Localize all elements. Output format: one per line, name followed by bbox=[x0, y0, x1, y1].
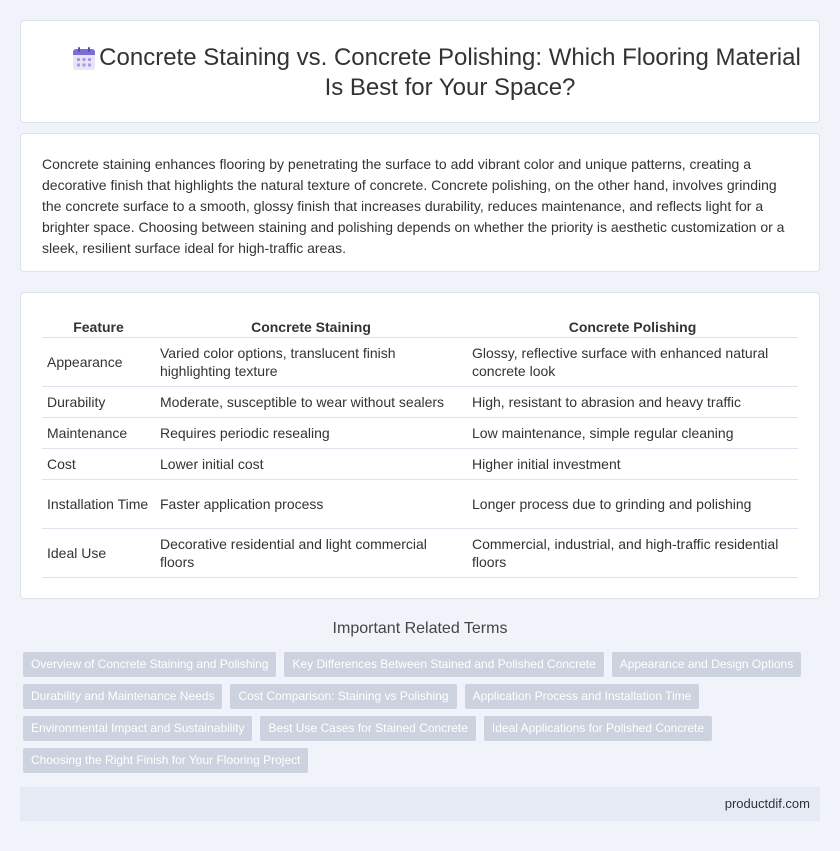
related-term-tag[interactable]: Cost Comparison: Staining vs Polishing bbox=[230, 684, 456, 709]
polishing-cell: Low maintenance, simple regular cleaning bbox=[467, 417, 798, 448]
table-row bbox=[42, 417, 798, 448]
related-term-tag[interactable]: Overview of Concrete Staining and Polishing bbox=[23, 652, 276, 677]
staining-cell: Requires periodic resealing bbox=[155, 417, 467, 448]
column-header-polishing: Concrete Polishing bbox=[467, 314, 798, 337]
related-term-tag[interactable]: Appearance and Design Options bbox=[612, 652, 801, 677]
polishing-cell: Glossy, reflective surface with enhanced natural concrete look bbox=[467, 337, 798, 386]
related-term-tag[interactable]: Durability and Maintenance Needs bbox=[23, 684, 222, 709]
intro-paragraph: Concrete staining enhances flooring by penetrating the surface to add vibrant color and unique patterns, creating a decorative finish that highlights the natural texture of concrete. Concrete polishing, on the other hand, involves grinding the concrete surface to a smooth, glossy finish that increases durability, reduces maintenance, and reflects light for a brighter space. Choosing between staining and polishing depends on whether the priority is aesthetic customization or a sleek, resilient surface ideal for high-traffic areas. bbox=[42, 156, 785, 256]
staining-cell: Varied color options, translucent finish highlighting texture bbox=[155, 337, 467, 386]
feature-cell: Appearance bbox=[42, 337, 155, 386]
header-card bbox=[20, 20, 820, 123]
related-term-tag[interactable]: Choosing the Right Finish for Your Flooring Project bbox=[23, 748, 308, 773]
feature-cell: Installation Time bbox=[42, 479, 155, 528]
column-header-feature: Feature bbox=[42, 314, 155, 337]
polishing-cell: High, resistant to abrasion and heavy traffic bbox=[467, 386, 798, 417]
feature-cell: Maintenance bbox=[42, 417, 155, 448]
page-title: Concrete Staining vs. Concrete Polishing: Which Flooring Material Is Best for Your Space? bbox=[99, 44, 801, 101]
feature-cell: Cost bbox=[42, 448, 155, 479]
related-term-tag[interactable]: Application Process and Installation Time bbox=[465, 684, 700, 709]
staining-cell: Faster application process bbox=[155, 479, 467, 528]
staining-cell: Lower initial cost bbox=[155, 448, 467, 479]
related-term-tag[interactable]: Best Use Cases for Stained Concrete bbox=[260, 716, 475, 741]
table-row bbox=[42, 337, 798, 386]
polishing-cell: Longer process due to grinding and polishing bbox=[467, 479, 798, 528]
table-row bbox=[42, 528, 798, 577]
related-term-tag[interactable]: Ideal Applications for Polished Concrete bbox=[484, 716, 712, 741]
related-term-tag[interactable]: Key Differences Between Stained and Polished Concrete bbox=[284, 652, 603, 677]
feature-cell: Durability bbox=[42, 386, 155, 417]
comparison-table bbox=[42, 314, 798, 578]
comparison-table-card bbox=[20, 292, 820, 599]
polishing-cell: Higher initial investment bbox=[467, 448, 798, 479]
table-row bbox=[42, 448, 798, 479]
related-terms-list bbox=[23, 652, 823, 780]
table-row bbox=[42, 479, 798, 528]
column-header-staining: Concrete Staining bbox=[155, 314, 467, 337]
table-header-row bbox=[42, 314, 798, 337]
staining-cell: Moderate, susceptible to wear without sealers bbox=[155, 386, 467, 417]
footer bbox=[20, 787, 820, 821]
related-terms-heading: Important Related Terms bbox=[332, 620, 508, 637]
polishing-cell: Commercial, industrial, and high-traffic residential floors bbox=[467, 528, 798, 577]
staining-cell: Decorative residential and light commercial floors bbox=[155, 528, 467, 577]
table-row bbox=[42, 386, 798, 417]
feature-cell: Ideal Use bbox=[42, 528, 155, 577]
site-name[interactable]: productdif.com bbox=[724, 796, 810, 811]
related-term-tag[interactable]: Environmental Impact and Sustainability bbox=[23, 716, 252, 741]
intro-card bbox=[20, 133, 820, 272]
